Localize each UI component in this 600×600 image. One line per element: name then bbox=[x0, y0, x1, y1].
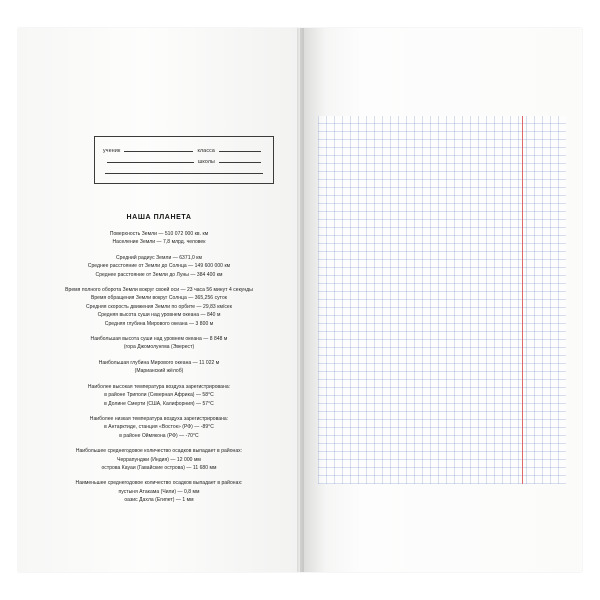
fact-line: Среднее расстояние от Земли до Луны — 384 400 км bbox=[95, 271, 223, 278]
fact-line: Наиболее низкая температура воздуха зарегистрирована: bbox=[89, 415, 229, 422]
fact-line: Время полного оборота Земли вокруг своей оси — 23 часа 56 минут 4 секунды bbox=[65, 287, 253, 294]
fact-line: Средняя глубина Мирового океана — 3 800 м bbox=[104, 320, 214, 327]
signature-writing-line bbox=[124, 150, 193, 152]
fact-line: Черрапунджи (Индия) — 12 000 мм bbox=[117, 456, 201, 463]
fact-line: Средний радиус Земли — 6371,0 км bbox=[116, 254, 202, 261]
fact-line: в Долине Смерти (США, Калифорния) — 57°С bbox=[104, 400, 214, 407]
fact-line: в районе Оймякона (РФ) — -70°С bbox=[119, 432, 199, 439]
fact-line: Наименьшее среднегодовое количество осадков выпадает в районах: bbox=[75, 480, 243, 487]
signature-label-school: школы bbox=[197, 159, 215, 165]
fact-line: (гора Джомолунгма (Эверест) bbox=[123, 344, 195, 351]
fact-line: острова Кауаи (Гавайские острова) — 11 680 мм bbox=[101, 464, 217, 471]
grid-ruling bbox=[318, 116, 566, 484]
signature-writing-line bbox=[219, 150, 261, 152]
fact-line: оазис Дахла (Египет) — 1 мм bbox=[124, 497, 194, 504]
fact-line: Наибольшая глубина Мирового океана — 11 022 м bbox=[98, 359, 220, 366]
fact-line: в Антарктиде, станция «Восток» (РФ) — -89°С bbox=[104, 424, 214, 431]
fact-line: (Марианский жёлоб) bbox=[134, 368, 184, 375]
fact-line: Среднее расстояние от Земли до Солнца — 149 600 000 км bbox=[87, 263, 231, 270]
signature-writing-line bbox=[105, 172, 263, 174]
page-title: НАША ПЛАНЕТА bbox=[126, 214, 192, 221]
notebook-spine bbox=[297, 28, 304, 572]
fact-line: Наибольшее среднегодовое количество осадков выпадает в районах: bbox=[75, 448, 243, 455]
fact-line: в районе Триполи (Северная Африка) — 58°С bbox=[104, 392, 214, 399]
signature-writing-line bbox=[107, 161, 194, 163]
signature-label-class: класса bbox=[197, 148, 215, 154]
notebook-spread bbox=[18, 28, 582, 572]
fact-line: Средняя скорость движения Земли по орбите — 29,83 км/сек bbox=[86, 303, 232, 310]
signature-row bbox=[103, 154, 265, 165]
notebook-left-page bbox=[18, 28, 300, 572]
fact-line: Поверхность Земли — 510 072 000 кв. км bbox=[109, 231, 209, 237]
facts-list bbox=[38, 230, 280, 505]
signature-label-pupil: ученик bbox=[103, 148, 121, 154]
fact-line: пустыня Атакама (Чили) — 0,8 мм bbox=[118, 488, 200, 495]
owner-signature-box bbox=[94, 136, 274, 184]
fact-line: Средняя высота суши над уровнем океана — 840 м bbox=[97, 312, 221, 319]
fact-line: Наибольшая высота суши над уровнем океана — 8 848 м bbox=[90, 336, 228, 343]
signature-writing-line bbox=[219, 161, 261, 163]
margin-rule-line bbox=[522, 116, 523, 484]
fact-line: Время обращения Земли вокруг Солнца — 365,256 суток bbox=[90, 295, 228, 302]
signature-row bbox=[103, 143, 265, 154]
fact-line: Население Земли — 7,8 млрд. человек bbox=[112, 239, 206, 246]
notebook-right-page bbox=[300, 28, 582, 572]
fact-line: Наиболее высокая температура воздуха зарегистрирована: bbox=[87, 383, 231, 390]
